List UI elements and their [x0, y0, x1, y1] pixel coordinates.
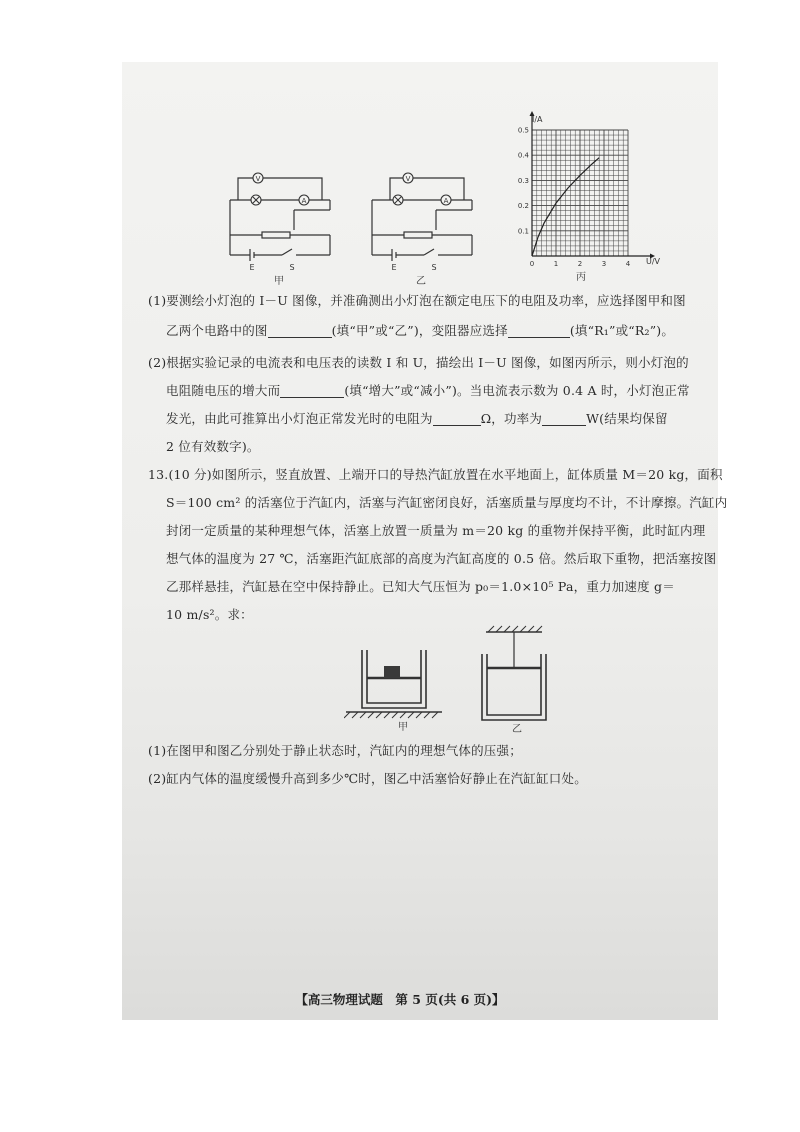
battery-label: E [249, 263, 255, 272]
switch-label: S [289, 263, 295, 272]
y-tick-label: 0.3 [517, 176, 529, 185]
page-footer: 【高三物理试题 第 5 页(共 6 页)】 [295, 992, 505, 1007]
figure-caption-jia: 甲 [274, 276, 284, 287]
q12-part1-line1: (1)要测绘小灯泡的 I－U 图像，并准确测出小灯泡在额定电压下的电阻及功率，应选择图甲和图 [148, 293, 686, 308]
ammeter-label: A [301, 197, 307, 205]
q12-part1-text-b: (填“甲”或“乙”)，变阻器应选择 [331, 323, 508, 338]
q13-line6: 10 m/s²。求： [166, 607, 253, 622]
x-axis-label: U/V [646, 257, 660, 266]
circuit-diagram-jia [226, 160, 334, 287]
x-tick-label: 0 [529, 260, 535, 268]
iu-chart-svg [510, 110, 660, 286]
cylinder-diagram-jia [344, 646, 444, 738]
q12-part2-text-a: 电阻随电压的增大而 [166, 383, 281, 398]
switch-label: S [431, 263, 437, 272]
q12-part1-line2 [166, 318, 674, 344]
q12-part2-line4: 2 位有效数字)。 [166, 439, 260, 454]
answer-blank-resistance[interactable] [433, 411, 481, 426]
answer-blank-trend[interactable] [280, 383, 344, 398]
q12-part2-text-d: Ω，功率为 [480, 411, 543, 426]
q12-part1-text-a: 乙两个电路中的图 [166, 323, 268, 338]
y-axis-label: I/A [532, 115, 543, 124]
figure-caption-bing: 丙 [576, 272, 586, 283]
q13-line4: 想气体的温度为 27 ℃，活塞距汽缸底部的高度为汽缸高度的 0.5 倍。然后取下重物，把活塞按图 [166, 551, 717, 566]
q12-part1-text-c: (填“R₁”或“R₂”)。 [569, 323, 675, 338]
circuit-diagram-yi [368, 160, 476, 287]
figure-caption-cylinder-jia: 甲 [398, 722, 408, 733]
q12-part2-line3 [166, 406, 668, 432]
x-tick-label: 1 [553, 260, 559, 268]
voltmeter-label: V [405, 175, 411, 183]
x-tick-label: 4 [625, 260, 631, 268]
cylinder-diagram-yi [476, 624, 556, 738]
q13-line3: 封闭一定质量的某种理想气体，活塞上放置一质量为 m＝20 kg 的重物并保持平衡，此时缸内理 [166, 523, 706, 538]
figure-caption-cylinder-yi: 乙 [512, 724, 522, 735]
x-tick-label: 2 [577, 260, 583, 268]
figure-caption-yi: 乙 [416, 276, 426, 287]
q12-part2-text-b: (填“增大”或“减小”)。当电流表示数为 0.4 A 时，小灯泡正常 [344, 383, 690, 398]
voltmeter-label: V [255, 175, 261, 183]
x-tick-label: 3 [601, 260, 607, 268]
q12-part2-line1: (2)根据实验记录的电流表和电压表的读数 I 和 U，描绘出 I－U 图像，如图丙所示，则小灯泡的 [148, 355, 689, 370]
q13-line2: S＝100 cm² 的活塞位于汽缸内，活塞与汽缸密闭良好，活塞质量与厚度均不计，不计摩擦。汽缸内 [166, 495, 728, 510]
y-tick-label: 0.4 [517, 151, 529, 160]
weight-block [384, 666, 400, 678]
q12-part2-text-e: W(结果均保留 [586, 411, 668, 426]
q13-sub2: (2)缸内气体的温度缓慢升高到多少℃时，图乙中活塞恰好静止在汽缸缸口处。 [148, 771, 587, 786]
answer-blank-power[interactable] [542, 411, 586, 426]
battery-label: E [391, 263, 397, 272]
q13-line5: 乙那样悬挂，汽缸悬在空中保持静止。已知大气压恒为 p₀＝1.0×10⁵ Pa，重力加速度 g＝ [166, 579, 675, 594]
y-tick-label: 0.1 [517, 227, 529, 236]
ammeter-label: A [443, 197, 449, 205]
answer-blank-rheostat[interactable] [508, 323, 570, 338]
iu-graph-bing [510, 110, 660, 286]
q12-part2-line2 [166, 378, 690, 404]
q12-part2-text-c: 发光，由此可推算出小灯泡正常发光时的电阻为 [166, 411, 433, 426]
y-tick-label: 0.5 [517, 126, 529, 135]
answer-blank-circuit[interactable] [268, 323, 332, 338]
q13-line1: 13.(10 分)如图所示，竖直放置、上端开口的导热汽缸放置在水平地面上，缸体质量 M＝20 kg，面积 [148, 467, 723, 482]
y-tick-label: 0.2 [517, 202, 529, 211]
q13-sub1: (1)在图甲和图乙分别处于静止状态时，汽缸内的理想气体的压强； [148, 743, 522, 758]
